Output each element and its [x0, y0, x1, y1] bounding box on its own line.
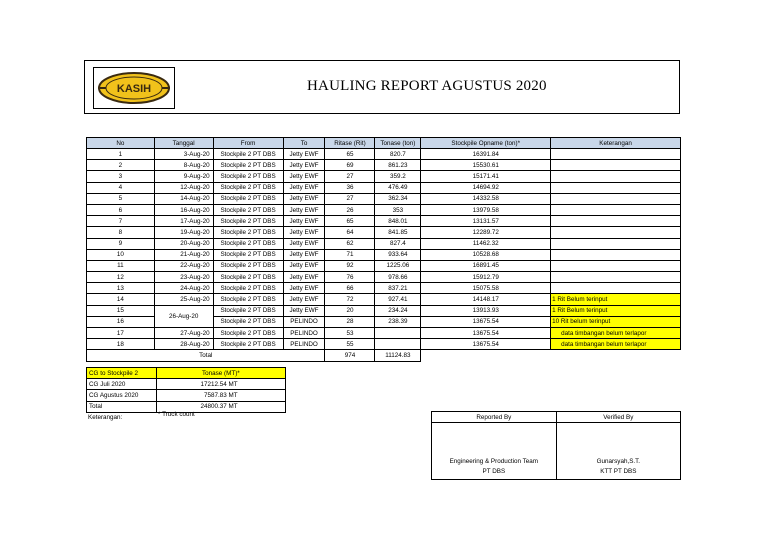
- cell-from: Stockpile 2 PT DBS: [213, 204, 283, 215]
- cell-note: [551, 238, 681, 249]
- table-row: [87, 238, 681, 249]
- cell-stockpile: 16891.45: [421, 260, 551, 271]
- cell-to: Jetty EWF: [283, 238, 325, 249]
- cell-no: 11: [87, 260, 155, 271]
- cell-to: Jetty EWF: [283, 149, 325, 160]
- summary-value: [156, 390, 285, 401]
- cell-date: 14-Aug-20: [154, 193, 213, 204]
- cell-note: [551, 227, 681, 238]
- total-tonase: 11124.83: [375, 350, 421, 361]
- signature-body-row: [432, 423, 681, 480]
- cell-no: 6: [87, 204, 155, 215]
- cell-ritase: 65: [325, 149, 375, 160]
- cell-date: 27-Aug-20: [154, 328, 213, 339]
- cell-to: PELINDO: [283, 316, 325, 327]
- reporter-company: PT DBS: [482, 468, 506, 475]
- col-header-tanggal: Tanggal: [154, 138, 213, 149]
- cell-date: 9-Aug-20: [154, 171, 213, 182]
- cell-from: Stockpile 2 PT DBS: [213, 238, 283, 249]
- cell-stockpile: 14332.58: [421, 193, 551, 204]
- cell-note: 10 Rit belum terinput: [551, 316, 681, 327]
- truck-count-note: * Truck count: [158, 411, 195, 418]
- cell-note: [551, 193, 681, 204]
- table-row: [87, 272, 681, 283]
- cell-to: Jetty EWF: [283, 260, 325, 271]
- cell-to: Jetty EWF: [283, 305, 325, 316]
- report-header: [84, 60, 680, 114]
- cell-no: 18: [87, 339, 155, 350]
- verified-by-header: Verified By: [556, 412, 680, 423]
- cell-no: 1: [87, 149, 155, 160]
- cell-note: [551, 160, 681, 171]
- cell-note: [551, 149, 681, 160]
- cell-tonase: 927.41: [375, 294, 421, 305]
- cell-tonase: 353: [375, 204, 421, 215]
- cell-to: Jetty EWF: [283, 193, 325, 204]
- cell-from: Stockpile 2 PT DBS: [213, 171, 283, 182]
- cell-no: 7: [87, 216, 155, 227]
- cell-stockpile: 13675.54: [421, 339, 551, 350]
- summary-unit: MT: [228, 403, 238, 411]
- table-row: [87, 305, 681, 316]
- cell-ritase: 26: [325, 204, 375, 215]
- cell-from: Stockpile 2 PT DBS: [213, 260, 283, 271]
- cell-no: 2: [87, 160, 155, 171]
- signature-header-row: [432, 412, 681, 423]
- summary-row: [87, 390, 286, 401]
- cell-to: Jetty EWF: [283, 182, 325, 193]
- col-header-tonase: Tonase (ton): [375, 138, 421, 149]
- report-title: HAULING REPORT AGUSTUS 2020: [307, 78, 547, 94]
- cell-note: [551, 283, 681, 294]
- table-row: [87, 283, 681, 294]
- table-body: [87, 149, 681, 362]
- cell-stockpile: 13913.93: [421, 305, 551, 316]
- cell-ritase: 66: [325, 283, 375, 294]
- col-header-from: From: [213, 138, 283, 149]
- cell-from: Stockpile 2 PT DBS: [213, 249, 283, 260]
- cell-from: Stockpile 2 PT DBS: [213, 283, 283, 294]
- summary-number: 24800.37: [200, 403, 227, 411]
- cell-note: [551, 272, 681, 283]
- cell-stockpile: 14694.92: [421, 182, 551, 193]
- cell-note: 1 Rit Belum terinput: [551, 294, 681, 305]
- verifier-title: KTT PT DBS: [600, 468, 637, 475]
- cell-note: data timbangan belum terlapor: [551, 328, 681, 339]
- cell-ritase: 28: [325, 316, 375, 327]
- cell-stockpile: 14148.17: [421, 294, 551, 305]
- cell-to: Jetty EWF: [283, 249, 325, 260]
- cell-note: data timbangan belum terlapor: [551, 339, 681, 350]
- col-header-to: To: [283, 138, 325, 149]
- cell-tonase: 933.64: [375, 249, 421, 260]
- cell-no: 3: [87, 171, 155, 182]
- cell-no: 8: [87, 227, 155, 238]
- cell-tonase: 841.85: [375, 227, 421, 238]
- summary-header-right: Tonase (MT)*: [156, 368, 285, 379]
- cell-date: 12-Aug-20: [154, 182, 213, 193]
- cell-date: 25-Aug-20: [154, 294, 213, 305]
- col-header-ritase: Ritase (Rit): [325, 138, 375, 149]
- cell-date: 23-Aug-20: [154, 272, 213, 283]
- table-row: [87, 227, 681, 238]
- table-header-row: [87, 138, 681, 149]
- cell-date: 22-Aug-20: [154, 260, 213, 271]
- cell-from: Stockpile 2 PT DBS: [213, 160, 283, 171]
- cell-ritase: 69: [325, 160, 375, 171]
- verifier-name: Gunarsyah,S.T.: [596, 458, 641, 465]
- total-ritase: 974: [325, 350, 375, 361]
- cell-stockpile: 16391.84: [421, 149, 551, 160]
- cell-no: 13: [87, 283, 155, 294]
- cell-ritase: 62: [325, 238, 375, 249]
- cell-stockpile: 12289.72: [421, 227, 551, 238]
- cell-from: Stockpile 2 PT DBS: [213, 193, 283, 204]
- cell-stockpile: 13675.54: [421, 328, 551, 339]
- table-row: [87, 294, 681, 305]
- summary-label: CG Agustus 2020: [87, 390, 157, 401]
- cg-summary-table: [86, 367, 286, 413]
- cell-no: 16: [87, 316, 155, 327]
- table-row: [87, 249, 681, 260]
- empty-cell: [421, 350, 551, 361]
- cell-stockpile: 13675.54: [421, 316, 551, 327]
- cell-no: 4: [87, 182, 155, 193]
- cell-from: Stockpile 2 PT DBS: [213, 305, 283, 316]
- table-row: [87, 260, 681, 271]
- cell-date: 26-Aug-20: [154, 305, 213, 327]
- table-row: [87, 204, 681, 215]
- summary-number: 17212.54: [200, 380, 227, 388]
- cell-stockpile: 15912.79: [421, 272, 551, 283]
- keterangan-label: Keterangan:: [88, 414, 123, 421]
- cell-note: 1 Rit Belum terinput: [551, 305, 681, 316]
- cell-to: Jetty EWF: [283, 283, 325, 294]
- summary-number: 7587.83: [203, 391, 227, 399]
- cell-ritase: 64: [325, 227, 375, 238]
- cell-from: Stockpile 2 PT DBS: [213, 339, 283, 350]
- cell-date: 8-Aug-20: [154, 160, 213, 171]
- cell-note: [551, 216, 681, 227]
- cell-tonase: 359.2: [375, 171, 421, 182]
- logo-emblem-icon: [96, 70, 172, 106]
- cell-no: 12: [87, 272, 155, 283]
- cell-ritase: 92: [325, 260, 375, 271]
- cell-tonase: [375, 339, 421, 350]
- cell-ritase: 20: [325, 305, 375, 316]
- cell-tonase: 848.01: [375, 216, 421, 227]
- cell-tonase: 827.4: [375, 238, 421, 249]
- cell-no: 10: [87, 249, 155, 260]
- cell-from: Stockpile 2 PT DBS: [213, 294, 283, 305]
- cell-tonase: 476.49: [375, 182, 421, 193]
- cell-stockpile: 15530.61: [421, 160, 551, 171]
- cell-ritase: 53: [325, 328, 375, 339]
- cell-note: [551, 182, 681, 193]
- cell-stockpile: 13979.58: [421, 204, 551, 215]
- table-total-row: [87, 350, 681, 361]
- summary-unit: MT: [228, 391, 238, 399]
- cell-date: 19-Aug-20: [154, 227, 213, 238]
- reporter-name: Engineering & Production Team: [449, 458, 539, 465]
- cell-date: 20-Aug-20: [154, 238, 213, 249]
- hauling-table: [86, 137, 681, 362]
- reported-by-header: Reported By: [432, 412, 557, 423]
- cell-ritase: 71: [325, 249, 375, 260]
- cell-tonase: 238.39: [375, 316, 421, 327]
- cell-from: Stockpile 2 PT DBS: [213, 227, 283, 238]
- cell-to: Jetty EWF: [283, 216, 325, 227]
- company-logo: [93, 67, 175, 109]
- table-row: [87, 160, 681, 171]
- total-label: Total: [87, 350, 325, 361]
- cell-from: Stockpile 2 PT DBS: [213, 316, 283, 327]
- col-header-keterangan: Keterangan: [551, 138, 681, 149]
- cell-date: 16-Aug-20: [154, 204, 213, 215]
- cell-from: Stockpile 2 PT DBS: [213, 272, 283, 283]
- cell-from: Stockpile 2 PT DBS: [213, 328, 283, 339]
- cell-no: 14: [87, 294, 155, 305]
- cell-to: Jetty EWF: [283, 294, 325, 305]
- cell-date: 24-Aug-20: [154, 283, 213, 294]
- cell-to: PELINDO: [283, 339, 325, 350]
- cell-no: 17: [87, 328, 155, 339]
- cell-to: PELINDO: [283, 328, 325, 339]
- cell-ritase: 72: [325, 294, 375, 305]
- summary-unit: MT: [228, 380, 238, 388]
- summary-label: CG Juli 2020: [87, 379, 157, 390]
- cell-tonase: 362.34: [375, 193, 421, 204]
- cell-tonase: 820.7: [375, 149, 421, 160]
- table-row: [87, 339, 681, 350]
- summary-label: Total: [87, 401, 157, 412]
- verifier-block: [556, 423, 680, 480]
- cell-stockpile: 10528.68: [421, 249, 551, 260]
- col-header-no: No: [87, 138, 155, 149]
- summary-row: [87, 379, 286, 390]
- table-row: [87, 182, 681, 193]
- cell-stockpile: 11462.32: [421, 238, 551, 249]
- cell-tonase: 978.66: [375, 272, 421, 283]
- cell-note: [551, 249, 681, 260]
- cell-stockpile: 15171.41: [421, 171, 551, 182]
- cell-stockpile: 15075.58: [421, 283, 551, 294]
- cell-ritase: 55: [325, 339, 375, 350]
- summary-header-row: [87, 368, 286, 379]
- cell-date: 28-Aug-20: [154, 339, 213, 350]
- cell-no: 15: [87, 305, 155, 316]
- cell-to: Jetty EWF: [283, 171, 325, 182]
- cell-ritase: 36: [325, 182, 375, 193]
- cell-from: Stockpile 2 PT DBS: [213, 216, 283, 227]
- cell-note: [551, 171, 681, 182]
- cell-tonase: 837.21: [375, 283, 421, 294]
- cell-ritase: 27: [325, 193, 375, 204]
- table-row: [87, 171, 681, 182]
- cell-from: Stockpile 2 PT DBS: [213, 182, 283, 193]
- cell-tonase: 1225.06: [375, 260, 421, 271]
- cell-tonase: [375, 328, 421, 339]
- col-header-stockpile: Stockpile Opname (ton)*: [421, 138, 551, 149]
- cell-to: Jetty EWF: [283, 204, 325, 215]
- cell-stockpile: 13131.57: [421, 216, 551, 227]
- cell-note: [551, 260, 681, 271]
- cell-from: Stockpile 2 PT DBS: [213, 149, 283, 160]
- cell-to: Jetty EWF: [283, 272, 325, 283]
- summary-header-left: CG to Stockpile 2: [87, 368, 157, 379]
- cell-to: Jetty EWF: [283, 160, 325, 171]
- reporter-block: [432, 423, 557, 480]
- table-row: [87, 328, 681, 339]
- cell-to: Jetty EWF: [283, 227, 325, 238]
- signature-table: [431, 411, 681, 480]
- logo-text: KASIH: [116, 83, 152, 95]
- cell-date: 17-Aug-20: [154, 216, 213, 227]
- cell-date: 21-Aug-20: [154, 249, 213, 260]
- empty-cell: [551, 350, 681, 361]
- table-row: [87, 149, 681, 160]
- summary-value: [156, 379, 285, 390]
- cell-tonase: 861.23: [375, 160, 421, 171]
- cell-ritase: 65: [325, 216, 375, 227]
- cell-no: 9: [87, 238, 155, 249]
- cell-ritase: 76: [325, 272, 375, 283]
- cell-ritase: 27: [325, 171, 375, 182]
- cell-note: [551, 204, 681, 215]
- cell-no: 5: [87, 193, 155, 204]
- cell-date: 3-Aug-20: [154, 149, 213, 160]
- table-row: [87, 193, 681, 204]
- table-row: [87, 216, 681, 227]
- cell-tonase: 234.24: [375, 305, 421, 316]
